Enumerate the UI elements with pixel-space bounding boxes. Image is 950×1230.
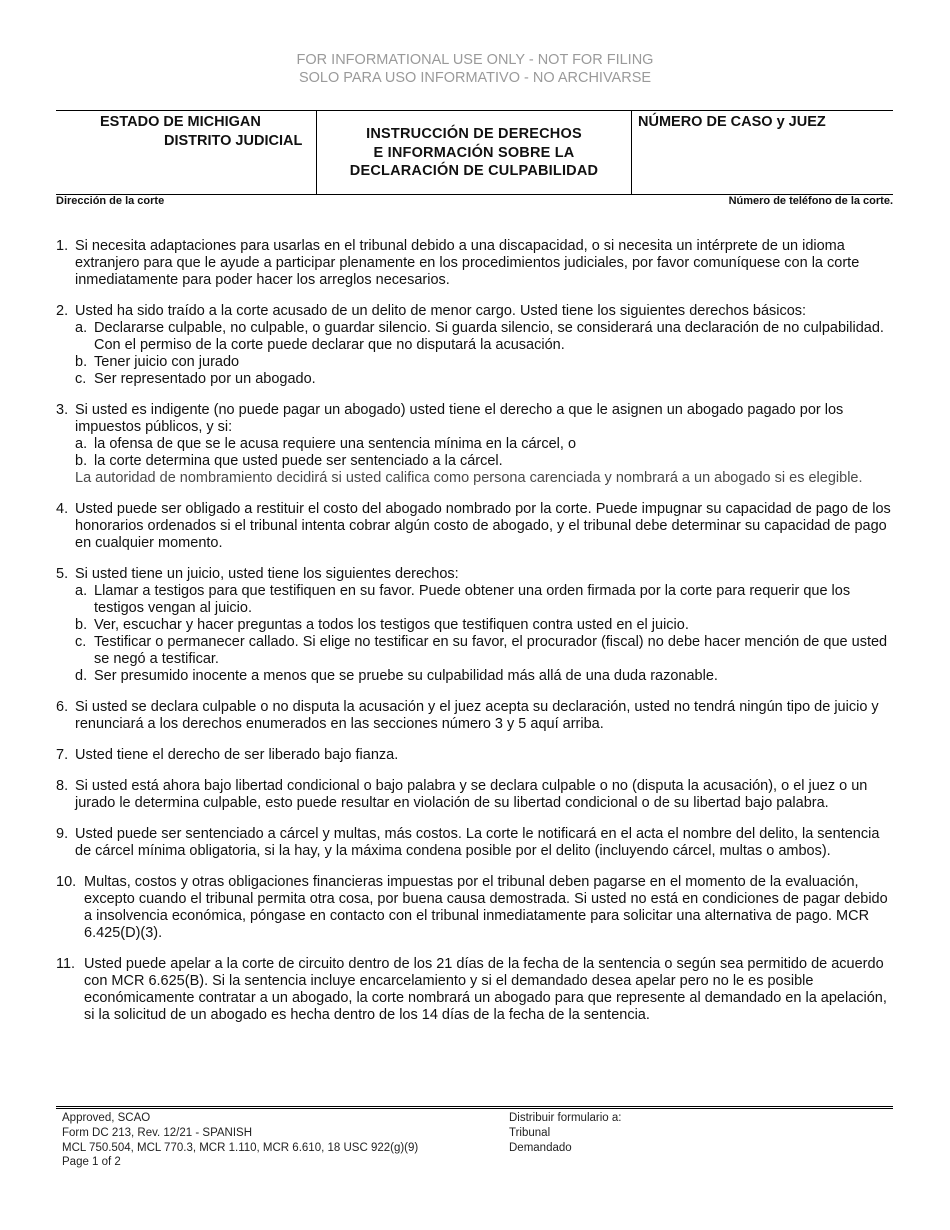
- form-info: [62, 1111, 418, 1170]
- sub-text: la corte determina que usted puede ser sentenciado a la cárcel.: [94, 453, 503, 469]
- sub-item: [75, 668, 896, 685]
- item-text: Usted puede apelar a la corte de circuito dentro de los 21 días de la fecha de la sentencia o según sea permitido de acuerdo con MCR 6.625(B). Si la sentencia incluye encarcelamiento y si el demandado desea apelar pero no le es posible económicamente contratar a un abogado, la corte nombrará un abogado para que represente al demandado en la apelación, si la solicitud de un abogado es hecha dentro de los 14 días de la fecha de la sentencia.: [84, 956, 887, 1023]
- case-number-label: NÚMERO DE CASO y JUEZ: [638, 114, 826, 130]
- item-number: 3.: [56, 402, 69, 418]
- court-address-label: Dirección de la corte: [56, 195, 165, 207]
- sub-letter: b.: [75, 354, 88, 370]
- item-number: 2.: [56, 303, 69, 319]
- sub-item: [75, 320, 896, 354]
- district-label: DISTRITO JUDICIAL: [164, 133, 303, 149]
- sub-item: [75, 453, 896, 470]
- approved-label: Approved, SCAO: [62, 1112, 151, 1124]
- item-number: 8.: [56, 778, 69, 794]
- item-text: Usted puede ser sentenciado a cárcel y multas, más costos. La corte le notificará en el acta el nombre del delito, la sentencia de cárcel mínima obligatoria, si la hay, y la máxima condena posible por el delito (incluyendo cárcel, multas o ambos).: [75, 826, 880, 859]
- state-label: ESTADO DE MICHIGAN: [100, 114, 261, 130]
- sub-item: [75, 371, 896, 388]
- court-jurisdiction-box: [56, 111, 316, 194]
- sub-item: [75, 583, 896, 617]
- list-item: [56, 956, 896, 1024]
- sub-text: Ser presumido inocente a menos que se pruebe su culpabilidad más allá de una duda razonable.: [94, 668, 718, 684]
- list-item: [56, 874, 896, 942]
- list-item: [56, 303, 896, 388]
- item-text: Si usted es indigente (no puede pagar un abogado) usted tiene el derecho a que le asignen un abogado pagado por los impuestos públicos, y si:: [75, 402, 844, 435]
- sub-item: [75, 436, 896, 453]
- sub-letter: b.: [75, 617, 88, 633]
- list-item: [56, 699, 896, 733]
- item-number: 10.: [56, 874, 77, 890]
- form-title-line2: E INFORMACIÓN SOBRE LA: [373, 144, 575, 161]
- page-number: Page 1 of 2: [62, 1156, 121, 1169]
- court-phone-label: Número de teléfono de la corte.: [728, 195, 893, 207]
- sub-letter: c.: [75, 371, 87, 387]
- distribute-label: Distribuir formulario a:: [509, 1112, 622, 1124]
- sub-item: [75, 634, 896, 668]
- appointment-note: La autoridad de nombramiento decidirá si usted califica como persona carenciada y nombrará a un abogado si es elegible.: [75, 470, 863, 486]
- item-text: Si usted está ahora bajo libertad condicional o bajo palabra y se declara culpable o no (disputa la acusación), o el juez o un jurado le determina culpable, esto puede resultar en violación de su libertad condicional o de su libertad bajo palabra.: [75, 778, 868, 811]
- sub-letter: a.: [75, 320, 88, 336]
- sub-text: Testificar o permanecer callado. Si elige no testificar en su favor, el procurador (fiscal) no debe hacer mención de que usted se negó a testificar.: [94, 634, 888, 667]
- list-item: [56, 778, 896, 812]
- item-text: Usted tiene el derecho de ser liberado bajo fianza.: [75, 747, 399, 763]
- rights-list: [56, 238, 896, 1038]
- list-item: [56, 402, 896, 487]
- list-item: [56, 501, 896, 552]
- sub-text: Declararse culpable, no culpable, o guardar silencio. Si guarda silencio, se considerará una declaración de no culpabilidad. Con el permiso de la corte puede declarar que no disputará la acusación.: [94, 320, 884, 353]
- list-item: [56, 238, 896, 289]
- item-number: 4.: [56, 501, 69, 517]
- distribute-defendant: Demandado: [509, 1141, 572, 1154]
- item-text: Multas, costos y otras obligaciones financieras impuestas por el tribunal deben pagarse en el momento de la evaluación, excepto cuando el tribunal permita otra cosa, por buena causa demostrada. Si usted no está en condiciones de pagar debido a insolvencia económica, póngase en contacto con el tribunal inmediatamente para solicitar una alternativa de pago. MCR 6.425(D)(3).: [84, 874, 888, 941]
- list-item: [56, 566, 896, 685]
- watermark-line-english: FOR INFORMATIONAL USE ONLY - NOT FOR FILING: [296, 52, 654, 68]
- sub-item: [75, 354, 896, 371]
- item-number: 6.: [56, 699, 69, 715]
- form-number: Form DC 213, Rev. 12/21 - SPANISH: [62, 1126, 253, 1139]
- item-text: Usted ha sido traído a la corte acusado de un delito de menor cargo. Usted tiene los siguientes derechos básicos:: [75, 303, 807, 319]
- sub-text: Llamar a testigos para que testifiquen en su favor. Puede obtener una orden firmada por la corte para requerir que los testigos vengan al juicio.: [94, 583, 851, 616]
- statute-references: MCL 750.504, MCL 770.3, MCR 1.110, MCR 6.610, 18 USC 922(g)(9): [62, 1141, 419, 1154]
- sub-text: Ver, escuchar y hacer preguntas a todos los testigos que testifiquen contra usted en el juicio.: [94, 617, 689, 633]
- sub-letter: d.: [75, 668, 88, 684]
- watermark-line-spanish: SOLO PARA USO INFORMATIVO - NO ARCHIVARSE: [298, 70, 652, 86]
- item-text: Si usted tiene un juicio, usted tiene los siguientes derechos:: [75, 566, 459, 582]
- form-title-line1: INSTRUCCIÓN DE DERECHOS: [366, 126, 582, 142]
- form-title: [316, 111, 632, 194]
- item-text: Usted puede ser obligado a restituir el costo del abogado nombrado por la corte. Puede impugnar su capacidad de pago de los honorarios ordenados si el tribunal intenta cobrar algún costo de abogado, y el tribunal debe determinar su capacidad de pago en cualquier momento.: [75, 501, 891, 551]
- form-header: [56, 110, 893, 195]
- item-number: 7.: [56, 747, 69, 763]
- list-item: [56, 826, 896, 860]
- sub-letter: c.: [75, 634, 87, 650]
- item-number: 5.: [56, 566, 69, 582]
- sub-text: Tener juicio con jurado: [94, 354, 240, 370]
- item-text: Si usted se declara culpable o no disputa la acusación y el juez acepta su declaración, usted no tendrá ningún tipo de juicio y renunciará a los derechos enumerados en las secciones número 3 y 5 aquí arriba.: [75, 699, 879, 732]
- list-item: [56, 747, 896, 764]
- item-number: 9.: [56, 826, 69, 842]
- form-title-line3: DECLARACIÓN DE CULPABILIDAD: [349, 163, 599, 179]
- watermark: [0, 51, 950, 87]
- item-number: 11.: [56, 956, 76, 972]
- distribute-court: Tribunal: [509, 1126, 551, 1139]
- sub-letter: a.: [75, 436, 88, 452]
- sub-letter: a.: [75, 583, 88, 599]
- sub-letter: b.: [75, 453, 88, 469]
- distribution-info: [509, 1111, 621, 1155]
- sub-text: la ofensa de que se le acusa requiere una sentencia mínima en la cárcel, o: [94, 436, 577, 452]
- sub-text: Ser representado por un abogado.: [94, 371, 316, 387]
- sub-item: [75, 617, 896, 634]
- item-number: 1.: [56, 238, 69, 254]
- item-text: Si necesita adaptaciones para usarlas en el tribunal debido a una discapacidad, o si necesita un intérprete de un idioma extranjero para que le ayude a participar plenamente en los procedimientos judiciales, por favor comuníquese con la corte inmediatamente para poder hacer los arreglos necesarios.: [75, 238, 860, 288]
